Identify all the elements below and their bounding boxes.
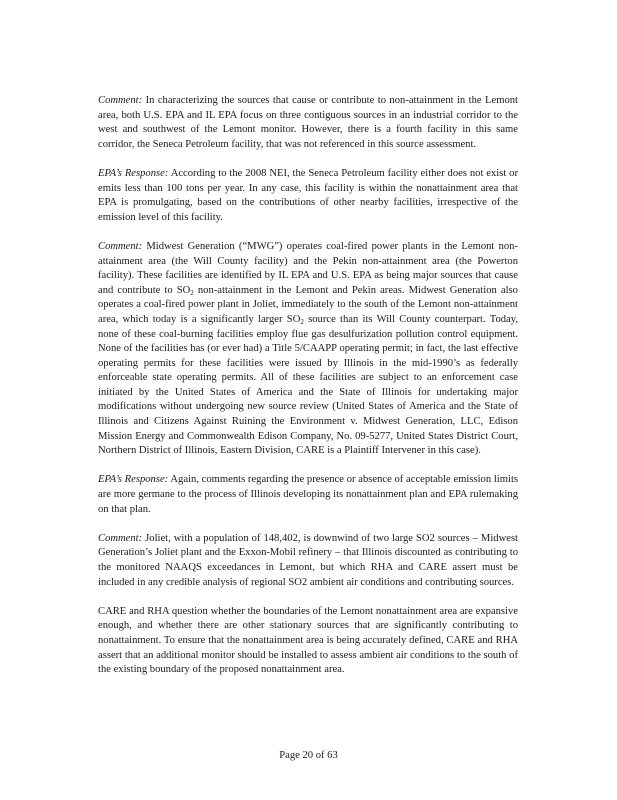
comment-label: Comment: [98,532,143,544]
comment-paragraph [98,240,518,459]
comment-label: Comment: [98,95,143,106]
response-paragraph [98,167,518,225]
response-label: EPA’s Response: [98,167,169,179]
body-paragraph [98,605,518,678]
comment-label: Comment: [98,240,143,252]
response-paragraph [98,473,518,517]
subscript: 2 [300,317,304,326]
comment-paragraph [98,94,518,152]
comment-text: In characterizing the sources that cause or contribute to non-attainment in the Lemont area, both U.S. EPA and IL EPA focus on three contiguous sources in an industrial corridor to the west and southwest of the Lemont monitor. However, there is a fourth facility in this same corridor, the Seneca Petroleum facility, that was not referenced in this source assessment. [98,95,518,150]
comment-text: Joliet, with a population of 148,402, is downwind of two large SO2 sources – Midwest Generation’s Joliet plant and the Exxon-Mobil refinery – that Illinois discounted as contributing to the monitored NAAQS exceedances in Lemont, but which RHA and CARE assert must be included in any credible analysis of regional SO2 ambient air conditions and contributing sources. [98,532,519,588]
response-text: According to the 2008 NEI, the Seneca Petroleum facility either does not exist or emits less than 100 tons per year. In any case, this facility is within the nonattainment area that EPA is promulgating, based on the contributions of other nearby facilities, irrespective of the emission level of this facility. [98,167,519,223]
comment-paragraph [98,532,518,590]
response-label: EPA’s Response: [98,474,169,486]
page-body [98,94,518,692]
subscript: 2 [190,288,194,297]
response-text: Again, comments regarding the presence or absence of acceptable emission limits are more germane to the process of Illinois developing its nonattainment plan and EPA rulemaking on that plan. [98,474,519,515]
body-text: CARE and RHA question whether the boundaries of the Lemont nonattainment area are expansive enough, and whether there are other stationary sources that are significantly contributing to nonattainment. To ensure that the nonattainment area is being accurately defined, CARE and RHA assert that an additional monitor should be installed to assess ambient air conditions to the south of the existing boundary of the proposed nonattainment area. [98,605,518,676]
comment-text: Midwest Generation (“MWG”) operates coal-fired power plants in the Lemont non-attainment area (the Will County facility) and the Pekin non-attainment area (the Powerton facility). These facilities are identified by IL EPA and U.S. EPA as being major sources that cause and contribute to SO [98,240,518,296]
comment-text: non-attainment in the Lemont and Pekin areas. Midwest Generation also operates a coal-fired power plant in Joliet, immediately to the south of the Lemont non-attainment area, which today is a significantly larger SO [98,284,518,325]
comment-text: source than its Will County counterpart. Today, none of these coal-burning facilities employ flue gas desulfurization pollution control equipment. None of the facilities has (or ever had) a Title 5/CAAPP operating permit; in fact, the last effective operating permits for these facilities were issued by Illinois in the mid-1990’s as federally enforceable state operating permits. All of these facilities are subject to an enforcement case initiated by the United States of America and the State of Illinois for undertaking major modifications without undergoing new source review (United States of America and the State of Illinois and Citizens Against Ruining the Environment v. Midwest Generation, LLC, Edison Mission Energy and Commonwealth Edison Company, No. 09-5277, United States District Court, Northern District of Illinois, Eastern Division, CARE is a Plaintiff Intervener in this case). [98,313,519,457]
page-number: Page 20 of 63 [279,750,338,761]
